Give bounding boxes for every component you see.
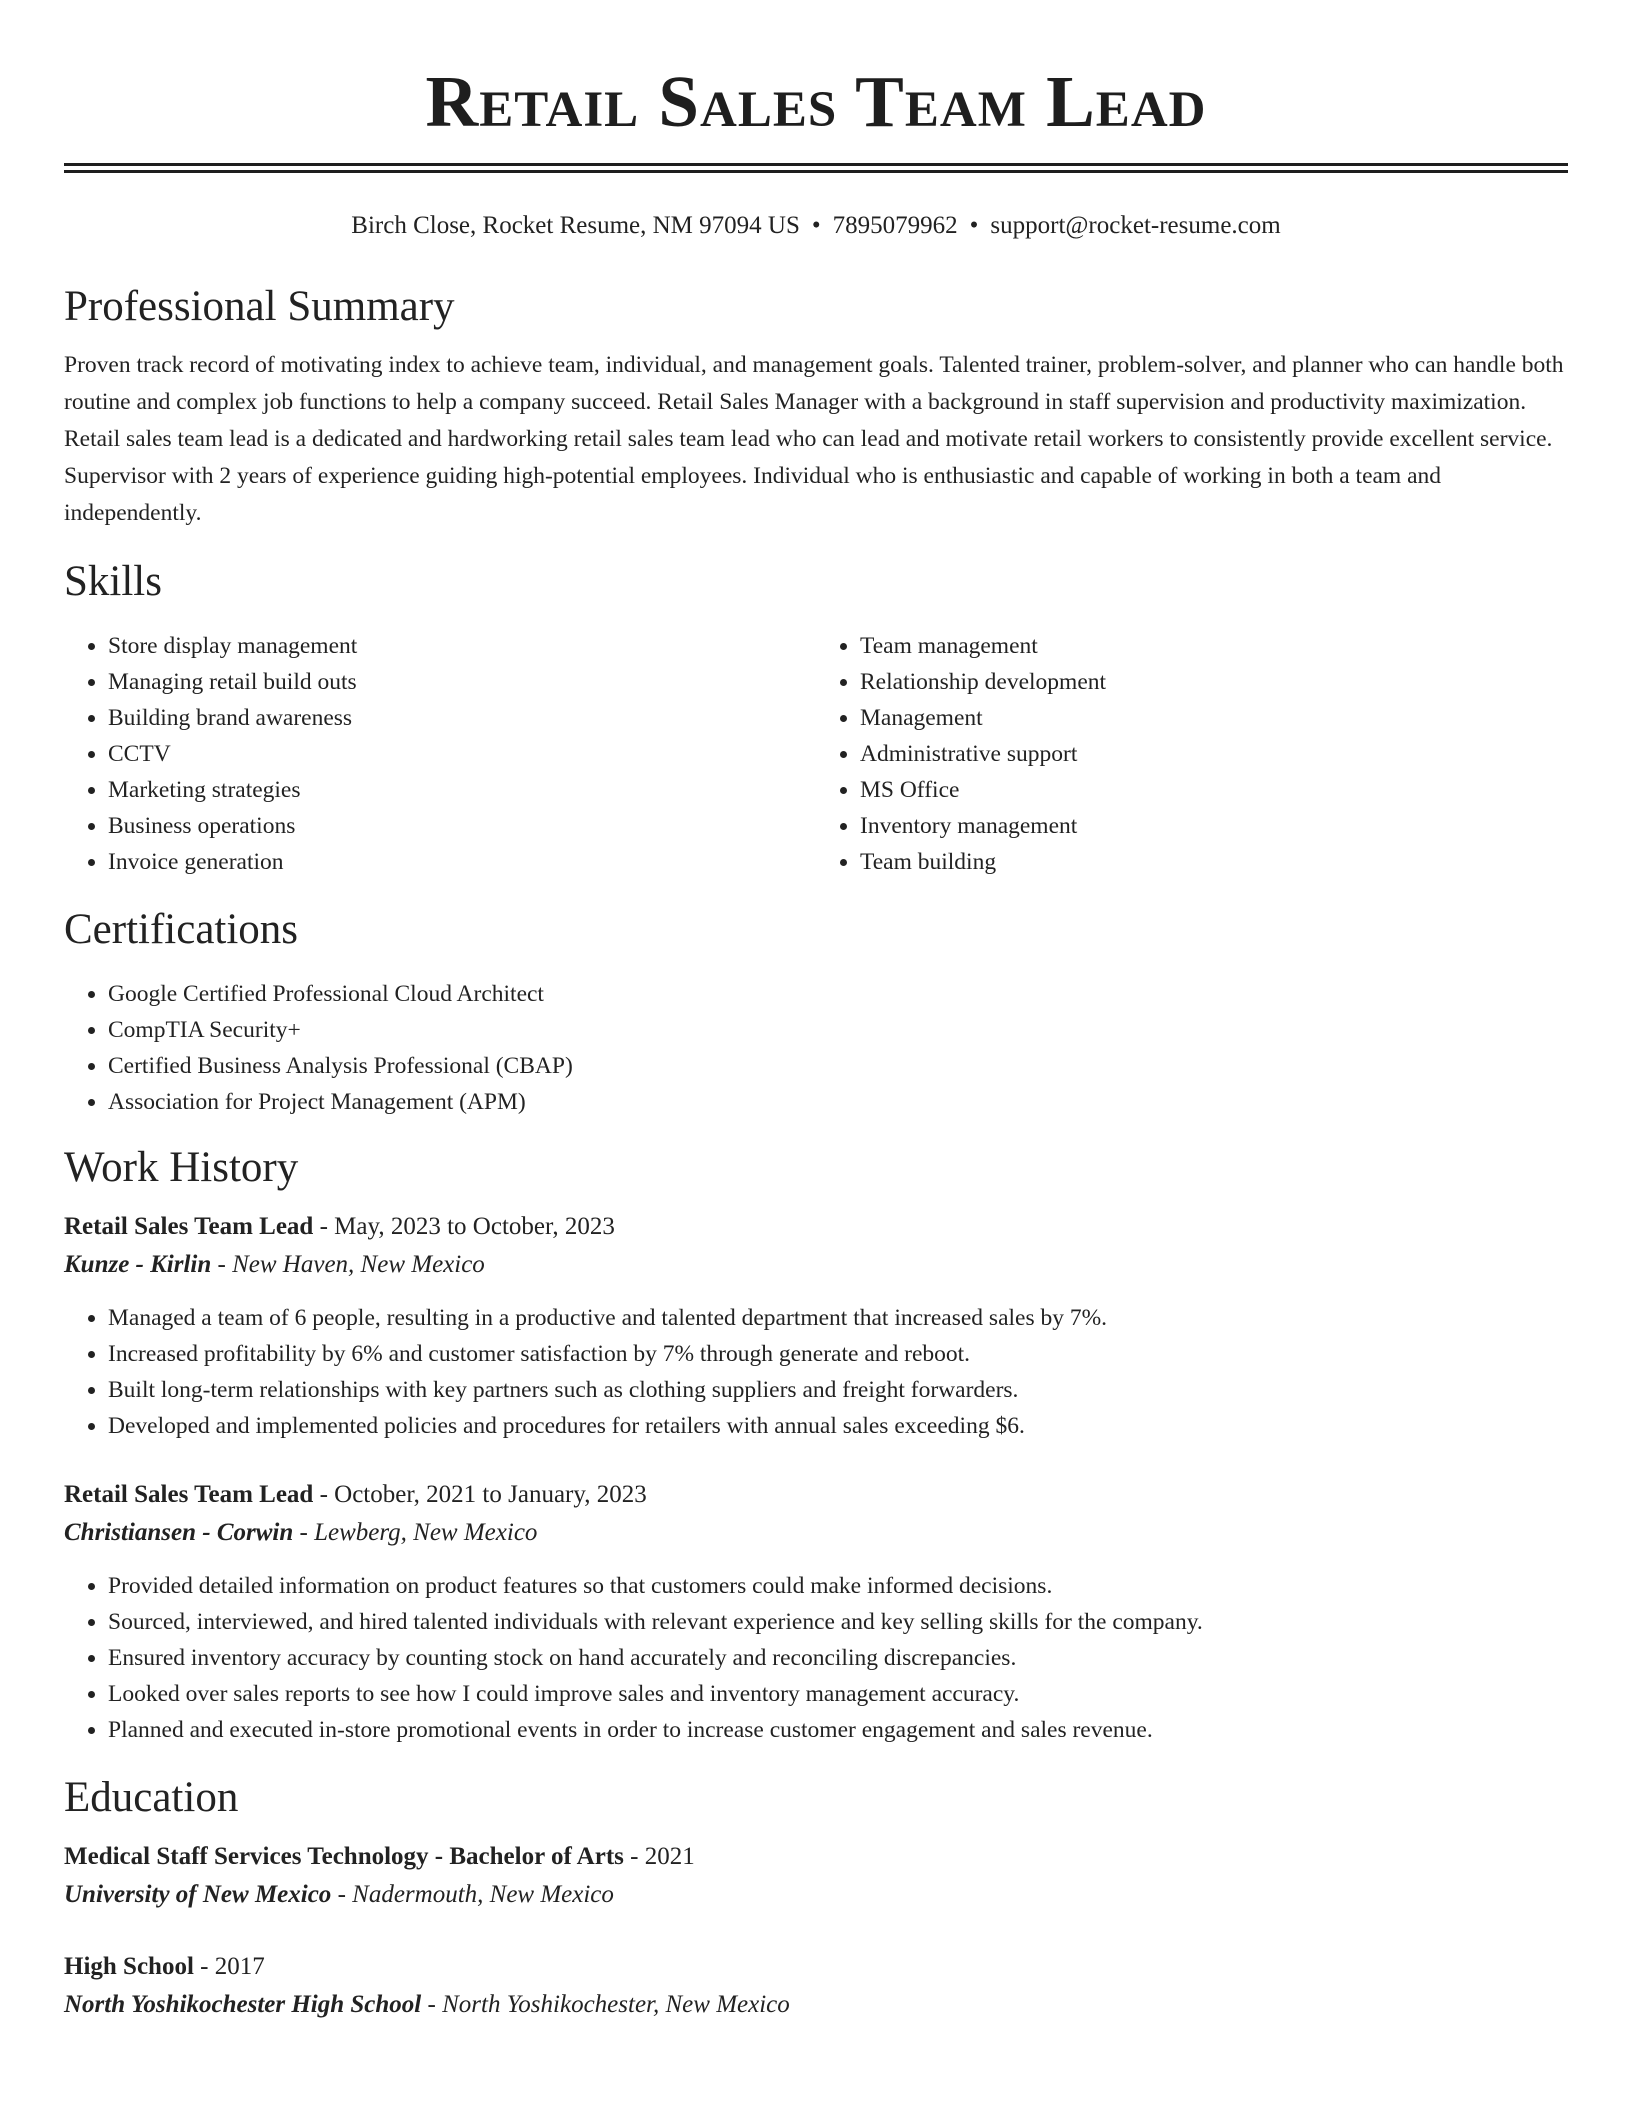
- job-location: - Lewberg, New Mexico: [293, 1519, 538, 1546]
- page-title: Retail Sales Team Lead: [425, 61, 1207, 142]
- job-bullets: [64, 1568, 1568, 1748]
- skills-heading: Skills: [64, 558, 162, 605]
- education-degree: Medical Staff Services Technology - Bachelor of Arts: [64, 1843, 624, 1870]
- education-school: University of New Mexico: [64, 1881, 332, 1908]
- skills-list-left: [64, 628, 816, 880]
- skill-item: • CCTV: [108, 736, 816, 772]
- skills-columns: [64, 628, 1568, 880]
- skill-item: • Marketing strategies: [108, 772, 816, 808]
- education-location: - North Yoshikochester, New Mexico: [421, 1991, 790, 2018]
- job-bullet: • Planned and executed in-store promotional events in order to increase customer engagement and sales revenue.: [108, 1712, 1568, 1748]
- education-school: North Yoshikochester High School: [64, 1991, 422, 2018]
- job-entry: [64, 1476, 1568, 1748]
- education-entry: [64, 1948, 1568, 2024]
- title-divider: [64, 163, 1568, 173]
- certification-item: • Association for Project Management (APM): [108, 1084, 1568, 1120]
- skill-item: • Managing retail build outs: [108, 664, 816, 700]
- job-bullet: • Developed and implemented policies and procedures for retailers with annual sales exceeding $6.: [108, 1408, 1568, 1444]
- job-bullet: • Sourced, interviewed, and hired talented individuals with relevant experience and key selling skills for the company.: [108, 1604, 1568, 1640]
- certification-item: • Google Certified Professional Cloud Architect: [108, 976, 1568, 1012]
- job-title-line: [64, 1208, 1568, 1246]
- job-bullet: • Provided detailed information on product features so that customers could make informed decisions.: [108, 1568, 1568, 1604]
- certifications-heading: Certifications: [64, 906, 299, 953]
- skill-item: • Administrative support: [860, 736, 1568, 772]
- certification-item: • Certified Business Analysis Professional (CBAP): [108, 1048, 1568, 1084]
- job-title-line: [64, 1476, 1568, 1514]
- education-degree-line: [64, 1838, 1568, 1876]
- certification-item: • CompTIA Security+: [108, 1012, 1568, 1048]
- job-dates: - October, 2021 to January, 2023: [313, 1481, 647, 1508]
- job-company-line: [64, 1514, 1568, 1552]
- skill-item: • Relationship development: [860, 664, 1568, 700]
- summary-text: Proven track record of motivating index to achieve team, individual, and management goals. Talented trainer, problem-solver, and planner who can handle both routine and complex job functions to help a company succeed. Retail Sales Manager with a background in staff supervision and productivity maximization. Retail sales team lead is a dedicated and hardworking retail sales team lead who can lead and motivate retail workers to consistently provide excellent service. Supervisor with 2 years of experience guiding high-potential employees. Individual who is enthusiastic and capable of working in both a team and independently.: [64, 352, 1564, 526]
- education-school-line: [64, 1986, 1568, 2024]
- contact-line: [64, 209, 1568, 243]
- education-year: - 2017: [193, 1953, 265, 1980]
- skill-item: • Business operations: [108, 808, 816, 844]
- job-title: Retail Sales Team Lead: [64, 1481, 314, 1508]
- contact-phone: 7895079962: [832, 212, 958, 239]
- skill-item: • MS Office: [860, 772, 1568, 808]
- job-title: Retail Sales Team Lead: [64, 1213, 314, 1240]
- education-degree: High School: [64, 1953, 194, 1980]
- skill-item: • Invoice generation: [108, 844, 816, 880]
- job-bullet: • Looked over sales reports to see how I could improve sales and inventory management accuracy.: [108, 1676, 1568, 1712]
- skill-item: • Team building: [860, 844, 1568, 880]
- education-entry: [64, 1838, 1568, 1914]
- job-dates: - May, 2023 to October, 2023: [313, 1213, 615, 1240]
- skills-list-right: [816, 628, 1568, 880]
- job-company: Kunze - Kirlin: [64, 1251, 212, 1278]
- job-bullet: • Ensured inventory accuracy by counting stock on hand accurately and reconciling discrepancies.: [108, 1640, 1568, 1676]
- job-bullets: [64, 1300, 1568, 1444]
- contact-separator: •: [969, 212, 979, 239]
- skill-item: • Building brand awareness: [108, 700, 816, 736]
- contact-email: support@rocket-resume.com: [990, 212, 1281, 239]
- contact-separator: •: [811, 212, 821, 239]
- skill-item: • Inventory management: [860, 808, 1568, 844]
- education-location: - Nadermouth, New Mexico: [331, 1881, 614, 1908]
- skill-item: • Store display management: [108, 628, 816, 664]
- job-location: - New Haven, New Mexico: [211, 1251, 485, 1278]
- skill-item: • Team management: [860, 628, 1568, 664]
- education-school-line: [64, 1876, 1568, 1914]
- certifications-list: [64, 976, 1568, 1120]
- job-bullet: • Increased profitability by 6% and customer satisfaction by 7% through generate and reboot.: [108, 1336, 1568, 1372]
- education-year: - 2021: [623, 1843, 695, 1870]
- job-bullet: • Built long-term relationships with key partners such as clothing suppliers and freight forwarders.: [108, 1372, 1568, 1408]
- education-degree-line: [64, 1948, 1568, 1986]
- job-entry: [64, 1208, 1568, 1444]
- summary-heading: Professional Summary: [64, 283, 455, 330]
- job-company-line: [64, 1246, 1568, 1284]
- contact-address: Birch Close, Rocket Resume, NM 97094 US: [351, 212, 800, 239]
- job-company: Christiansen - Corwin: [64, 1519, 294, 1546]
- education-heading: Education: [64, 1774, 239, 1821]
- skill-item: • Management: [860, 700, 1568, 736]
- work-history-heading: Work History: [64, 1144, 299, 1191]
- job-bullet: • Managed a team of 6 people, resulting in a productive and talented department that increased sales by 7%.: [108, 1300, 1568, 1336]
